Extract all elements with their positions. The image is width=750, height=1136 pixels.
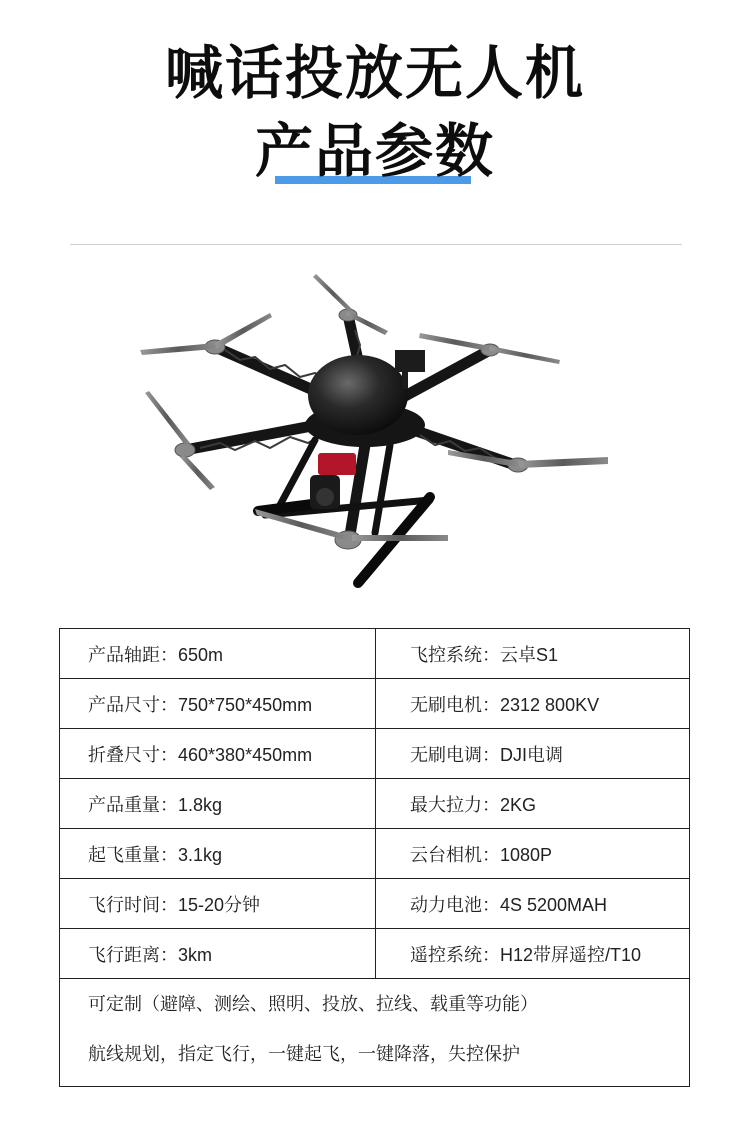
spec-cell-left: 起飞重量：3.1kg: [60, 829, 376, 879]
spec-cell-left: 飞行时间：15-20分钟: [60, 879, 376, 929]
table-row: [60, 629, 690, 679]
spec-cell-left: 飞行距离：3km: [60, 929, 376, 979]
page-title: 喊话投放无人机: [164, 39, 585, 107]
table-row: [60, 879, 690, 929]
drone-image: [130, 265, 620, 595]
spec-cell-right: 无刷电调：DJI电调: [376, 729, 690, 779]
note-features: 航线规划，指定飞行，一键起飞，一键降落，失控保护: [88, 1044, 520, 1064]
section-title: [255, 118, 495, 184]
spec-cell-right: 动力电池：4S 5200MAH: [376, 879, 690, 929]
table-row: [60, 779, 690, 829]
subtitle-wrap: [0, 118, 750, 184]
section-title-text: 产品参数: [254, 117, 495, 185]
note-customization: 可定制（避障、测绘、照明、投放、拉线、载重等功能）: [88, 994, 538, 1014]
spec-table: [59, 628, 690, 1087]
notes-cell: [60, 979, 690, 1087]
spec-cell-right: 无刷电机：2312 800KV: [376, 679, 690, 729]
spec-cell-left: 产品重量：1.8kg: [60, 779, 376, 829]
table-row: [60, 929, 690, 979]
spec-cell-right: 遥控系统：H12带屏遥控/T10: [376, 929, 690, 979]
spec-cell-right: 飞控系统：云卓S1: [376, 629, 690, 679]
spec-cell-left: 折叠尺寸：460*380*450mm: [60, 729, 376, 779]
divider-line: [70, 244, 682, 245]
table-row: [60, 679, 690, 729]
spec-cell-right: 最大拉力：2KG: [376, 779, 690, 829]
spec-cell-right: 云台相机：1080P: [376, 829, 690, 879]
notes-row: [60, 979, 690, 1087]
spec-cell-left: 产品轴距：650m: [60, 629, 376, 679]
spec-cell-left: 产品尺寸：750*750*450mm: [60, 679, 376, 729]
table-row: [60, 829, 690, 879]
table-row: [60, 729, 690, 779]
